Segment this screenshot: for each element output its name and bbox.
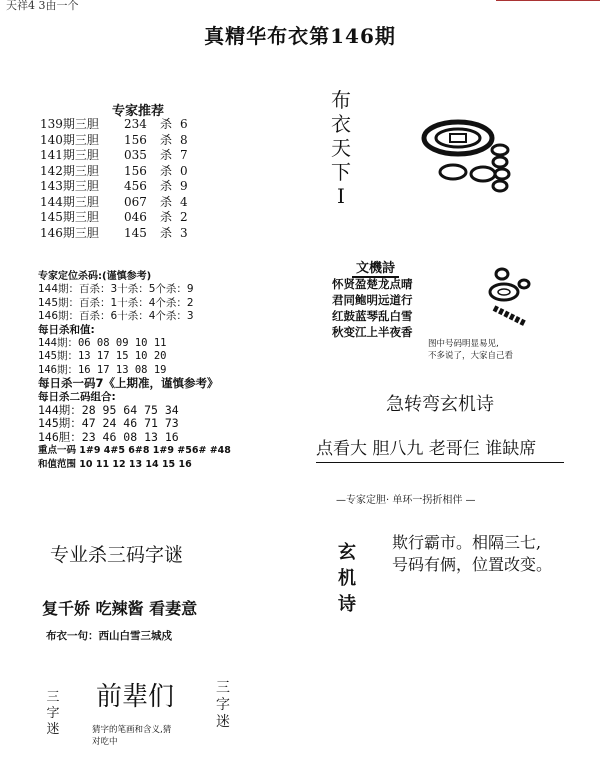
two-code-row: 146胆：23 46 08 13 16 xyxy=(38,429,179,444)
kill-row: 144期：百杀：3十杀：5个杀：9 xyxy=(38,283,194,296)
period: 144期三胆 xyxy=(40,194,99,209)
daily-one-code: 每日杀一码7《上期准，谨慎参考》 xyxy=(38,376,219,391)
expert-row xyxy=(40,195,200,211)
sum-row: 145期：13 17 15 10 20 xyxy=(38,350,167,363)
period: 141期三胆 xyxy=(40,148,99,162)
xuanji-poem-text xyxy=(392,532,552,576)
kill-row: 145期：百杀：1十杀：4个杀：2 xyxy=(38,296,194,309)
riddle-hint xyxy=(92,724,171,748)
sanzimi-right-vertical: 三字迷 xyxy=(216,680,230,730)
expert-heading: 专家推荐 xyxy=(112,104,165,119)
kill-num: 8 xyxy=(180,132,188,147)
buyi-sentence: 布衣一句：西山白雪三城戍 xyxy=(46,630,172,642)
circle-note xyxy=(428,338,513,362)
period: 139期三胆 xyxy=(40,117,99,131)
period: 143期三胆 xyxy=(40,179,99,193)
bytx-char: 天 xyxy=(331,136,351,160)
note-line: 不多说了，大家自己看 xyxy=(428,351,514,361)
bytx-char: 衣 xyxy=(331,112,351,136)
wenji-poem xyxy=(332,276,413,340)
two-code-row: 145期：47 24 46 71 73 xyxy=(38,416,179,431)
expert-row xyxy=(40,117,200,133)
nums: 145 xyxy=(124,225,147,240)
expert-row xyxy=(40,164,200,180)
sum-row: 146期：16 17 13 08 19 xyxy=(38,363,167,376)
kill: 杀 xyxy=(160,132,173,147)
riddle-underline xyxy=(316,462,564,463)
poem-line: 红鼓蓝琴乱白雪 xyxy=(332,309,413,323)
xuanji-poem-vertical-title: 玄机诗 xyxy=(338,542,356,615)
kill: 杀 xyxy=(160,225,173,240)
hint-line: 猜字的笔画和含义,猜 xyxy=(92,725,172,735)
bytx-char: I xyxy=(337,184,345,208)
sanzimi-left-vertical: 三字迷 xyxy=(46,690,60,737)
period: 146期三胆 xyxy=(40,225,99,240)
period: 145期三胆 xyxy=(40,210,99,224)
sum-row: 144期：06 08 09 10 11 xyxy=(38,337,167,350)
top-fragment-text: 天祥4 3由一个 xyxy=(6,0,79,12)
coin-stack-illustration xyxy=(480,262,540,334)
two-code-row: 144期：28 95 64 75 34 xyxy=(38,403,179,418)
top-right-divider xyxy=(496,0,600,5)
kill-num: 0 xyxy=(180,163,188,178)
daily-two-code-heading: 每日杀二码组合: xyxy=(38,390,116,403)
kill: 杀 xyxy=(160,163,173,178)
position-kill-heading: 专家定位杀码:(谨慎参考) xyxy=(38,271,152,282)
kill-num: 9 xyxy=(180,179,188,193)
kill-num: 4 xyxy=(180,194,188,209)
expert-fix-line: —专家定胆· 单环一拐折相伴 — xyxy=(336,495,476,506)
buyi-tianxia-vertical xyxy=(327,88,355,208)
expert-row xyxy=(40,179,200,195)
kill-three-riddle-heading: 专业杀三码字谜 xyxy=(50,544,184,566)
period: 140期三胆 xyxy=(40,132,99,147)
nums: 234 xyxy=(124,117,147,131)
kill-num: 2 xyxy=(180,210,188,224)
position-kill-block xyxy=(38,270,231,471)
nums: 067 xyxy=(124,194,147,209)
expert-row xyxy=(40,148,200,164)
expert-row xyxy=(40,226,200,242)
wenji-poem-title: 文機詩 xyxy=(352,257,399,278)
riddle-line: 点看大 胆八九 老哥仨 谁缺席 xyxy=(316,439,537,459)
poem-line: 秋变江上半夜香 xyxy=(332,325,413,339)
kill-row: 146期：百杀：6十杀：4个杀：3 xyxy=(38,310,194,323)
kill: 杀 xyxy=(160,210,173,224)
page-title: 真精华布衣第146期 xyxy=(204,24,396,48)
nums: 035 xyxy=(124,148,147,162)
nums: 046 xyxy=(124,210,147,224)
period: 142期三胆 xyxy=(40,163,99,178)
nums: 156 xyxy=(124,132,147,147)
note-line: 图中号码明显易见, xyxy=(428,339,499,349)
expert-row xyxy=(40,133,200,149)
kill: 杀 xyxy=(160,117,173,131)
riddle-answers: 复千娇 吃辣酱 看妻意 xyxy=(42,599,198,618)
expert-rows xyxy=(40,117,200,241)
qianbeimen-riddle: 前辈们 xyxy=(96,682,175,712)
nums: 156 xyxy=(124,163,147,178)
nums: 456 xyxy=(124,179,147,193)
kill-num: 7 xyxy=(180,148,188,162)
bytx-char: 下 xyxy=(331,160,351,184)
kill-num: 3 xyxy=(180,225,188,240)
key-one-code: 重点一码 1#9 4#5 6#8 1#9 #56# #48 xyxy=(38,445,231,457)
poem-heading: 急转弯玄机诗 xyxy=(386,394,494,415)
coin-circles-illustration xyxy=(410,110,540,202)
expert-row xyxy=(40,210,200,226)
kill: 杀 xyxy=(160,194,173,209)
poem-line: 君同鲍明远道行 xyxy=(332,293,413,307)
bytx-char: 布 xyxy=(331,88,351,112)
daily-kill-sum-heading: 每日杀和值: xyxy=(38,323,95,336)
kill: 杀 xyxy=(160,148,173,162)
kill: 杀 xyxy=(160,179,173,193)
sum-range: 和值范围 10 11 12 13 14 15 16 xyxy=(38,458,192,470)
poem-line: 欺行霸市。相隔三七, xyxy=(392,533,542,552)
poem-line: 号码有俩，位置改变。 xyxy=(392,555,553,574)
kill-num: 6 xyxy=(180,117,188,131)
poem-line: 怀贤盈楚龙点晴 xyxy=(332,277,413,291)
hint-line: 对吃中 xyxy=(92,737,118,747)
